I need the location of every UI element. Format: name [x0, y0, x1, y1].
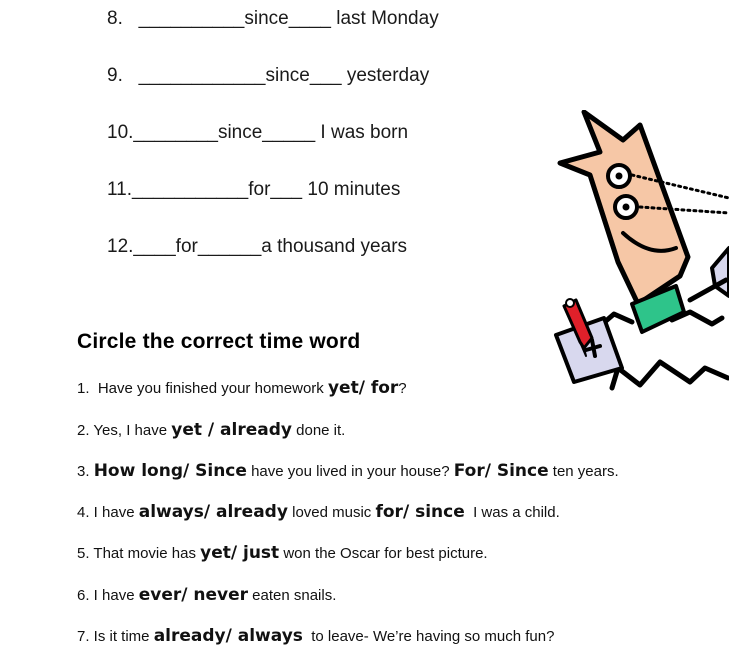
exercise-line-11	[107, 179, 400, 201]
question-3	[77, 461, 619, 482]
eye-pupil	[616, 173, 623, 180]
exercise-line-text: 12.____for______a thousand years	[107, 236, 408, 257]
question-text: won the Oscar for best picture.	[279, 545, 488, 562]
question-text: ?	[398, 380, 407, 397]
exercise-line-text: 11.___________for___ 10 minutes	[107, 179, 401, 200]
answer-options: How long/ Since	[93, 461, 247, 481]
answer-options: for/ since	[375, 502, 465, 522]
question-text: 2. Yes, I have	[77, 422, 172, 439]
question-text: 3.	[77, 463, 94, 480]
pencil-eraser	[566, 299, 574, 307]
answer-options: ever/ never	[138, 585, 248, 605]
question-text: 1. Have you finished your homework	[77, 380, 328, 397]
question-1	[77, 378, 407, 399]
question-text: have you lived in your house?	[246, 463, 454, 480]
question-text: 6. I have	[77, 587, 139, 604]
answer-options: yet/ just	[200, 543, 280, 563]
leg-line	[612, 362, 728, 388]
exercise-line-10	[107, 122, 408, 144]
question-text: I was a child.	[464, 504, 560, 521]
answer-options: always/ already	[138, 502, 288, 522]
exercise-line-9	[107, 65, 429, 87]
exercise-line-text: 10.________since_____ I was born	[107, 122, 409, 143]
question-text: 7. Is it time	[77, 628, 154, 645]
question-2	[77, 420, 345, 441]
eye-pupil	[623, 204, 630, 211]
question-text: done it.	[291, 422, 346, 439]
answer-options: already/ always	[153, 626, 303, 646]
answer-options: yet / already	[171, 420, 292, 440]
answer-options: For/ Since	[453, 461, 549, 481]
question-text: eaten snails.	[248, 587, 337, 604]
question-text: loved music	[287, 504, 376, 521]
question-text: to leave- We’re having so much fun?	[302, 628, 555, 645]
student-writing-clipart	[540, 110, 729, 400]
question-7	[77, 626, 554, 647]
exercise-line-8	[107, 8, 439, 30]
question-6	[77, 585, 336, 606]
question-text: 5. That movie has	[77, 545, 201, 562]
answer-options: yet/ for	[327, 378, 399, 398]
exercise-line-text: 8. __________since____ last Monday	[107, 8, 439, 29]
question-text: ten years.	[548, 463, 619, 480]
section-heading: Circle the correct time word	[77, 330, 361, 353]
question-text: 4. I have	[77, 504, 139, 521]
question-5	[77, 543, 488, 564]
exercise-line-12	[107, 236, 407, 258]
question-4	[77, 502, 560, 523]
exercise-line-text: 9. ____________since___ yesterday	[107, 65, 430, 86]
